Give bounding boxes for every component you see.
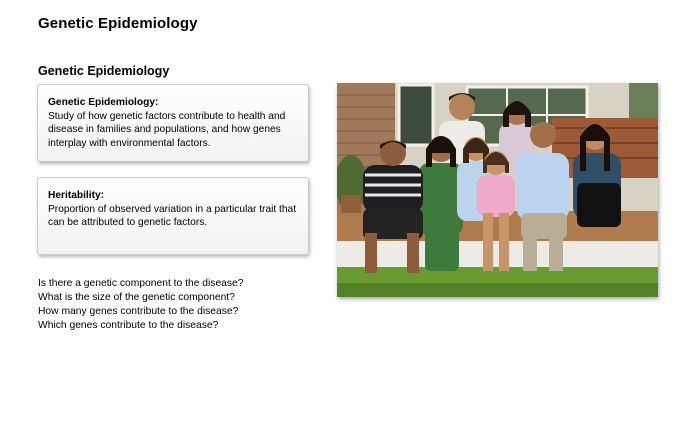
definition-text: Study of how genetic factors contribute to health and disease in families and populations, and how genes interplay with environmental factors. <box>48 111 286 149</box>
definition-box-heritability <box>37 177 309 255</box>
question-item: How many genes contribute to the disease? <box>38 306 239 317</box>
definition-term: Genetic Epidemiology: <box>48 97 159 108</box>
slide-title: Genetic Epidemiology <box>38 15 198 32</box>
question-item: What is the size of the genetic component? <box>38 292 235 303</box>
question-item: Which genes contribute to the disease? <box>38 320 219 331</box>
section-heading: Genetic Epidemiology <box>38 64 170 78</box>
definition-box-genetic-epidemiology <box>37 84 309 162</box>
question-item: Is there a genetic component to the disease? <box>38 278 244 289</box>
definition-text: Proportion of observed variation in a particular trait that can be attributed to genetic factors. <box>48 204 297 229</box>
family-photo-illustration <box>337 83 658 297</box>
question-list <box>38 277 244 333</box>
definition-term: Heritability: <box>48 190 105 201</box>
family-photo <box>337 83 658 297</box>
